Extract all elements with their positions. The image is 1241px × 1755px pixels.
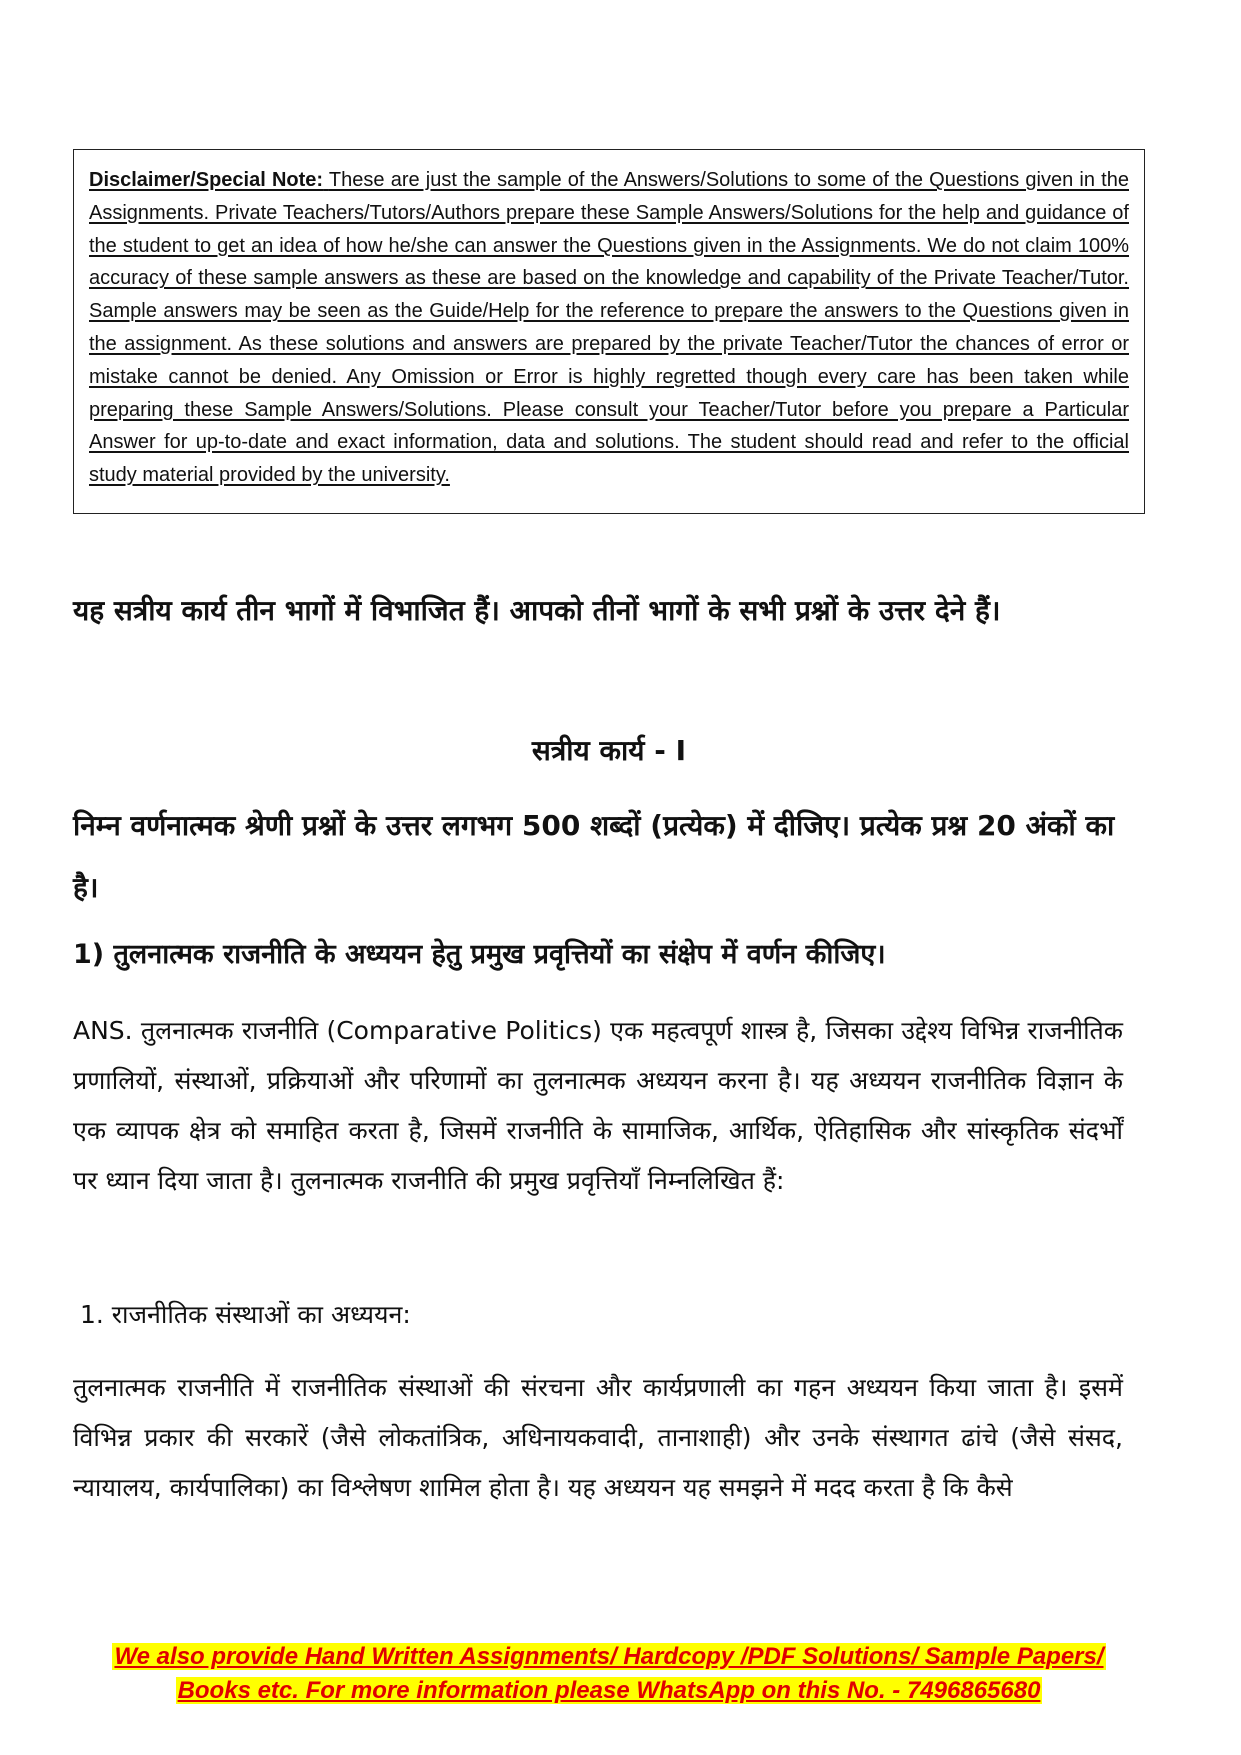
question-1: 1) तुलनात्मक राजनीति के अध्ययन हेतु प्रमुख प्रवृत्तियों का संक्षेप में वर्णन कीजिए।	[73, 939, 886, 970]
instruction-text: निम्न वर्णनात्मक श्रेणी प्रश्नों के उत्तर लगभग 500 शब्दों (प्रत्येक) में दीजिए। प्रत्येक प्रश्न 20 अंकों का है।	[73, 809, 1115, 904]
point-paragraph: तुलनात्मक राजनीति में राजनीतिक संस्थाओं की संरचना और कार्यप्रणाली का गहन अध्ययन किया जाता है। इसमें विभिन्न प्रकार की सरकारें (जैसे लोकतांत्रिक, अधिनायकवादी, तानाशाही) और उनके संस्थागत ढांचे (जैसे संसद, न्यायालय, कार्यपालिका) का विश्लेषण शामिल होता है। यह अध्ययन यह समझने में मदद करता है कि कैसे	[73, 1373, 1123, 1502]
footer-line-2: Books etc. For more information please WhatsApp on this No. - 7496865680	[177, 1677, 1041, 1704]
answer-paragraph: ANS. तुलनात्मक राजनीति (Comparative Politics) एक महत्वपूर्ण शास्त्र है, जिसका उद्देश्य विभिन्न राजनीतिक प्रणालियों, संस्थाओं, प्रक्रियाओं और परिणामों का तुलनात्मक अध्ययन करना है। यह अध्ययन राजनीतिक विज्ञान के एक व्यापक क्षेत्र को समाहित करता है, जिसमें राजनीति के सामाजिक, आर्थिक, ऐतिहासिक और सांस्कृतिक संदर्भों पर ध्यान दिया जाता है। तुलनात्मक राजनीति की प्रमुख प्रवृत्तियाँ निम्नलिखित हैं:	[73, 1016, 1123, 1195]
disclaimer-box	[73, 149, 1145, 514]
disclaimer-text: These are just the sample of the Answers/Solutions to some of the Questions given in the Assignments. Private Teachers/Tutors/Authors prepare these Sample Answers/Solutions for the help and guidance of the student to get an idea of how he/she can answer the Questions given in the Assignments. We do not claim 100% accuracy of these sample answers as these are based on the knowledge and capability of the Private Teacher/Tutor. Sample answers may be seen as the Guide/Help for the reference to prepare the answers to the Questions given in the assignment. As these solutions and answers are prepared by the private Teacher/Tutor the chances of error or mistake cannot be denied. Any Omission or Error is highly regretted though every care has been taken while preparing these Sample Answers/Solutions. Please consult your Teacher/Tutor before you prepare a Particular Answer for up-to-date and exact information, data and solutions. The student should read and refer to the official study material provided by the university.	[89, 169, 1129, 487]
footer-promo	[73, 1640, 1145, 1708]
footer-line-1: We also provide Hand Written Assignments/ Hardcopy /PDF Solutions/ Sample Papers/	[114, 1643, 1104, 1670]
section-title: सत्रीय कार्य - I	[531, 734, 687, 767]
disclaimer-lead: Disclaimer/Special Note:	[89, 169, 324, 191]
point-heading: 1. राजनीतिक संस्थाओं का अध्ययन:	[80, 1300, 411, 1329]
assignment-intro: यह सत्रीय कार्य तीन भागों में विभाजित हैं। आपको तीनों भागों के सभी प्रश्नों के उत्तर देने हैं।	[73, 594, 1001, 627]
